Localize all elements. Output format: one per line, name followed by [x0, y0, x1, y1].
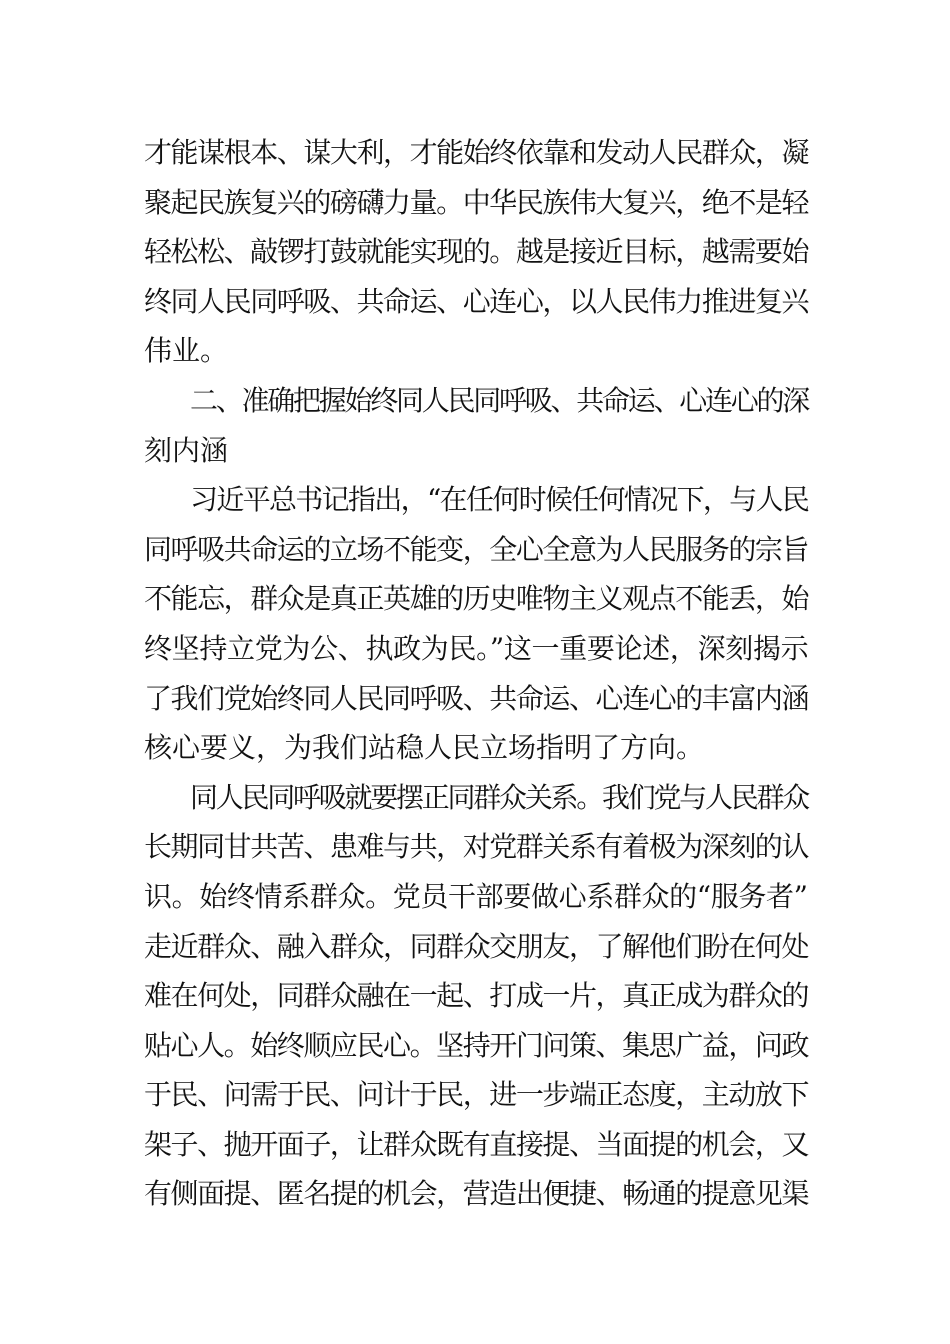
- text-line: 贴心人。始终顺应民心。坚持开门问策、集思广益，问政: [144, 1028, 809, 1062]
- text-line: 聚起民族复兴的磅礴力量。中华民族伟大复兴，绝不是轻: [144, 185, 809, 219]
- text-line: 习近平总书记指出，“在任何时候任何情况下，与人民: [190, 483, 809, 517]
- section-heading-line: 二、准确把握始终同人民同呼吸、共命运、心连心的深: [190, 383, 809, 417]
- body-text: [144, 128, 808, 1219]
- text-line: 走近群众、融入群众，同群众交朋友，了解他们盼在何处: [144, 929, 809, 963]
- text-line: 终同人民同呼吸、共命运、心连心，以人民伟力推进复兴: [144, 284, 809, 318]
- text-line: 难在何处，同群众融在一起、打成一片，真正成为群众的: [144, 979, 809, 1013]
- text-line: 不能忘，群众是真正英雄的历史唯物主义观点不能丢，始: [144, 582, 809, 616]
- text-line: 了我们党始终同人民同呼吸、共命运、心连心的丰富内涵: [144, 681, 809, 715]
- text-line: 有侧面提、匿名提的机会，营造出便捷、畅通的提意见渠: [144, 1177, 809, 1211]
- text-line: 于民、问需于民、问计于民，进一步端正态度，主动放下: [144, 1078, 809, 1112]
- text-line: 同人民同呼吸就要摆正同群众关系。我们党与人民群众: [190, 780, 809, 814]
- text-line: 轻松松、敲锣打鼓就能实现的。越是接近目标，越需要始: [144, 235, 809, 269]
- text-line: 才能谋根本、谋大利，才能始终依靠和发动人民群众，凝: [144, 136, 809, 169]
- text-line: 架子、抛开面子，让群众既有直接提、当面提的机会，又: [144, 1127, 809, 1161]
- text-line: 同呼吸共命运的立场不能变，全心全意为人民服务的宗旨: [144, 532, 809, 566]
- text-line: 伟业。: [144, 334, 229, 368]
- section-heading-line: 刻内涵: [144, 433, 229, 467]
- text-line: 核心要义，为我们站稳人民立场指明了方向。: [144, 731, 705, 765]
- text-line: 终坚持立党为公、执政为民。”这一重要论述，深刻揭示: [144, 631, 809, 665]
- text-line: 识。始终情系群众。党员干部要做心系群众的“服务者”: [144, 879, 808, 913]
- text-line: 长期同甘共苦、患难与共，对党群关系有着极为深刻的认: [144, 830, 809, 864]
